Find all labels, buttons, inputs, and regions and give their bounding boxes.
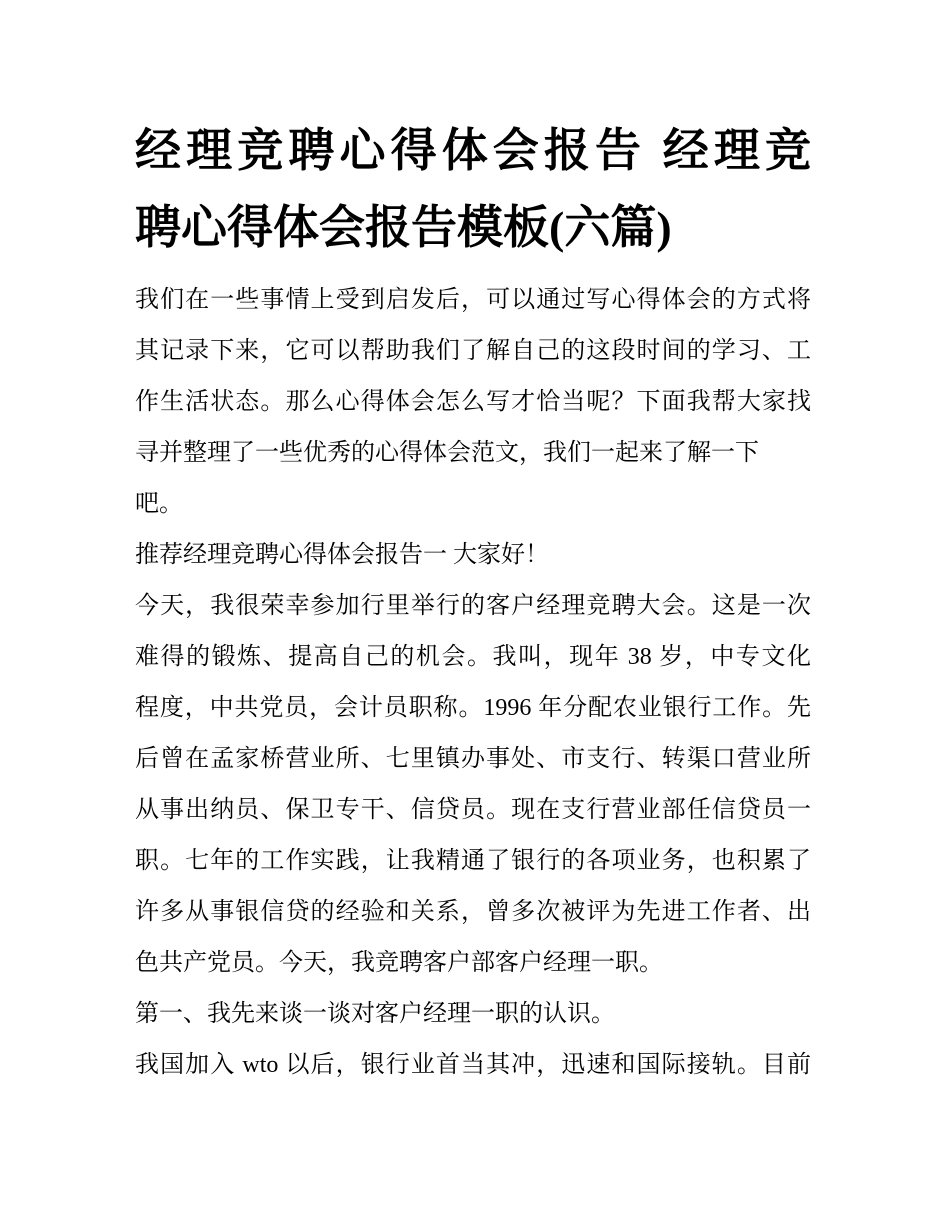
- document-body: [135, 275, 811, 1091]
- document-title: [135, 112, 811, 266]
- text-line: 寻并整理了一些优秀的心得体会范文，我们一起来了解一下: [135, 440, 759, 466]
- document-content: [135, 112, 811, 1091]
- text-line: 许多从事银信贷的经验和关系，曾多次被评为先进工作者、出: [135, 899, 811, 925]
- text-line: 我国加入 wto 以后，银行业首当其冲，迅速和国际接轨。目前: [135, 1052, 811, 1078]
- text-line: 其记录下来，它可以帮助我们了解自己的这段时间的学习、工: [135, 338, 811, 364]
- title-line: 聘心得体会报告模板(六篇): [135, 202, 672, 253]
- text-line: 第一、我先来谈一谈对客户经理一职的认识。: [135, 1001, 615, 1027]
- text-line: 推荐经理竞聘心得体会报告一 大家好！: [135, 542, 549, 568]
- text-line: 今天，我很荣幸参加行里举行的客户经理竞聘大会。这是一次: [135, 593, 811, 619]
- title-line: 经理竞聘心得体会报告 经理竞: [135, 125, 811, 176]
- text-line: 吧。: [135, 491, 183, 517]
- text-line: 难得的锻炼、提高自己的机会。我叫，现年 38 岁，中专文化: [135, 644, 811, 670]
- text-line: 色共产党员。今天，我竞聘客户部客户经理一职。: [135, 950, 663, 976]
- text-line: 从事出纳员、保卫专干、信贷员。现在支行营业部任信贷员一: [135, 797, 811, 823]
- text-line: 作生活状态。那么心得体会怎么写才恰当呢？下面我帮大家找: [135, 389, 811, 415]
- text-line: 后曾在孟家桥营业所、七里镇办事处、市支行、转渠口营业所: [135, 746, 811, 772]
- text-line: 程度，中共党员，会计员职称。1996 年分配农业银行工作。先: [135, 695, 811, 721]
- text-line: 职。七年的工作实践，让我精通了银行的各项业务，也积累了: [135, 848, 811, 874]
- text-line: 我们在一些事情上受到启发后，可以通过写心得体会的方式将: [135, 287, 811, 313]
